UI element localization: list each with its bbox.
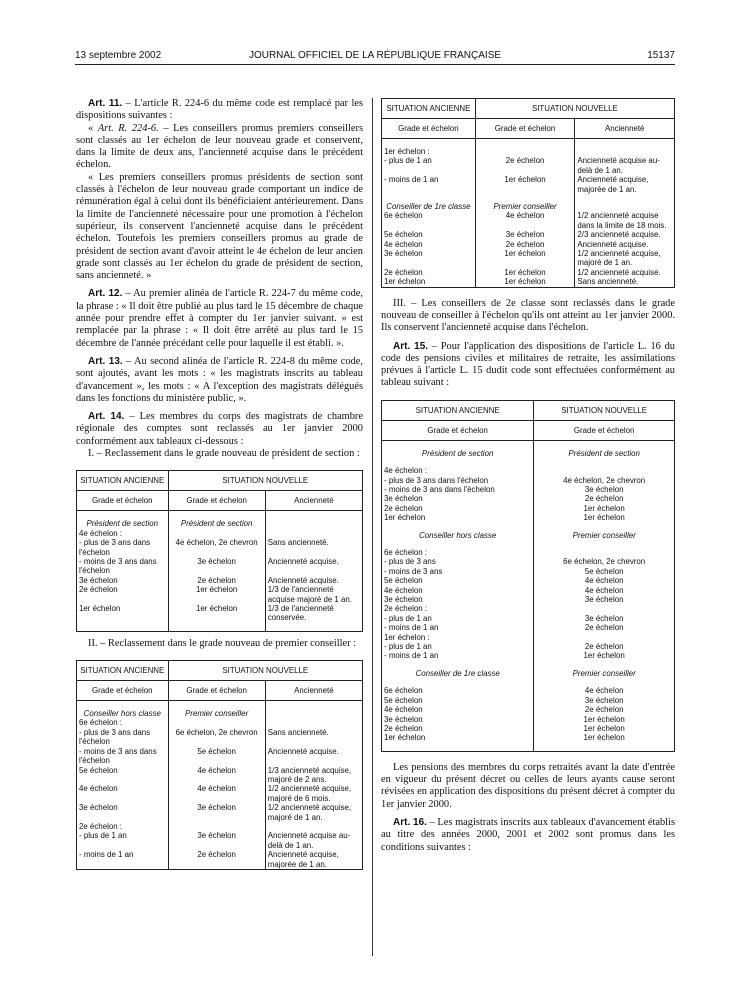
group-label: Premier conseiller: [534, 531, 675, 540]
group-label: Président de section: [382, 449, 534, 458]
table-3-rows-b: [382, 211, 675, 287]
table-cell: 2e échelon: [382, 268, 476, 277]
table-cell: 2e échelon :: [382, 604, 534, 613]
table-row: [77, 822, 363, 831]
group-label: Conseiller de 1re classe: [382, 669, 534, 678]
table-cell: 4e échelon: [534, 586, 675, 595]
table-president-section: SITUATION ANCIENNE SITUATION NOUVELLE Grade et échelon Grade et échelon Ancienneté Président de section Président de section 4e échelon : - plus de 3 ans dans l'échelon 4e échelon, 2e chevron Sans ancienneté. - moins de 3 ans dans l'échelon 3e échelon Ancienneté acquise. 3e échelon 2e échelon Ancienneté acquise. 2e échelon 1er échelon 1/3 de l'ancienneté acquise majoré de 1 an. 1er échelon 1er échelon 1/3 de l'ancienneté conservée.: [76, 470, 363, 631]
table-cell: 1er échelon: [382, 733, 534, 742]
table-cell: 4e échelon: [534, 576, 675, 585]
table-cell: 1er échelon: [534, 651, 675, 660]
table-row: [382, 175, 675, 194]
right-column: [381, 98, 675, 854]
table-cell: 3e échelon: [382, 494, 534, 503]
table-cell: 4e échelon: [534, 686, 675, 695]
table-row: [382, 715, 675, 724]
table-row: [382, 724, 675, 733]
table-cell: 5e échelon: [382, 230, 476, 239]
table-cell: 3e échelon: [168, 557, 265, 576]
table-row: [382, 633, 675, 642]
table-cell: - moins de 1 an: [382, 623, 534, 632]
table-row: [77, 557, 363, 576]
table-row: [77, 831, 363, 850]
table-cell: Ancienneté acquise.: [575, 240, 675, 249]
group-label: Premier conseiller: [534, 669, 675, 678]
table-row: [382, 513, 675, 522]
header-rule: [75, 64, 675, 65]
table-row: [77, 747, 363, 766]
table-row: [382, 576, 675, 585]
table-cell: [534, 548, 675, 557]
table-cell: 4e échelon: [382, 240, 476, 249]
article-16: Art. 16. – Les magistrats inscrits aux tableaux d'avancement établis au titre des années 2000, 2001 et 2002 sont promus dans les conditions suivantes :: [381, 816, 675, 853]
table-row: [77, 718, 363, 727]
table-cell: 1er échelon: [168, 585, 265, 604]
table-cell: 1/3 ancienneté acquise, majoré de 2 ans.: [265, 766, 362, 785]
table-cell: 1er échelon: [475, 175, 575, 194]
table-row: [382, 696, 675, 705]
pensions-paragraph: Les pensions des membres du corps retraités avant la date d'entrée en vigueur du présent décret ou celles de leurs ayants cause seront révisées en application des dispositions du présent décret à compter du 1er janvier 2000.: [381, 761, 675, 810]
table-cell: 2e échelon: [534, 623, 675, 632]
table-cell: 5e échelon: [168, 747, 265, 766]
table-cell: 6e échelon: [382, 211, 476, 230]
table-cell: 4e échelon, 2e chevron: [168, 538, 265, 557]
article-11: Art. 11. – L'article R. 224-6 du même code est remplacé par les dispositions suivantes :: [76, 98, 363, 122]
table-cell: 1er échelon: [534, 504, 675, 513]
table-cell: Ancienneté acquise.: [265, 747, 362, 766]
header-title: JOURNAL OFFICIEL DE LA RÉPUBLIQUE FRANÇAISE: [248, 50, 502, 61]
table-row: [382, 595, 675, 604]
table-row: [382, 548, 675, 557]
table-cell: 6e échelon, 2e chevron: [168, 728, 265, 747]
table-cell: Ancienneté acquise, majorée de 1 an.: [265, 850, 362, 869]
table-group-heading: [382, 449, 675, 458]
table-cell: 3e échelon: [534, 614, 675, 623]
table-cell: [534, 466, 675, 475]
table-row: [382, 604, 675, 613]
table-row: [382, 240, 675, 249]
table-cell: - moins de 3 ans: [382, 567, 534, 576]
table-cell: 2e échelon: [534, 494, 675, 503]
table-cell: 4e échelon: [382, 586, 534, 595]
table-cell: 1/2 ancienneté acquise, majoré de 1 an.: [265, 803, 362, 822]
table-cell: 2e échelon: [168, 850, 265, 869]
table-cell: 4e échelon: [168, 766, 265, 785]
table-row: [382, 277, 675, 287]
table-cell: 3e échelon: [382, 595, 534, 604]
table-cell: 4e échelon: [77, 784, 169, 803]
table-cell: - plus de 1 an: [77, 831, 169, 850]
table-cell: 1er échelon: [382, 277, 476, 287]
table-row: [382, 705, 675, 714]
table-row: [77, 766, 363, 785]
table-4-rows: [382, 440, 675, 751]
table-cell: [168, 718, 265, 727]
table-cell: 4e échelon: [382, 705, 534, 714]
table-cell: 2e échelon: [534, 642, 675, 651]
table-cell: 1/2 ancienneté acquise, majoré de 6 mois.: [265, 784, 362, 803]
table-row: [382, 156, 675, 175]
table-cell: Sans ancienneté.: [575, 277, 675, 287]
table-row: [382, 466, 675, 475]
table-row: [382, 249, 675, 268]
section-1-heading: I. – Reclassement dans le grade nouveau de président de section :: [88, 448, 360, 460]
article-14: Art. 14. – Les membres du corps des magistrats de chambre régionale des comptes sont reclassés au 1er janvier 2000 conformément aux tableaux ci-dessous :: [76, 411, 363, 447]
table-row: [382, 586, 675, 595]
table-cell: Ancienneté acquise au-delà de 1 an.: [575, 156, 675, 175]
table-cell: [265, 529, 362, 538]
group-label: Président de section: [534, 449, 675, 458]
table-cell: 4e échelon :: [382, 466, 534, 475]
header-page-number: 15137: [647, 50, 675, 61]
table-row: [77, 604, 363, 623]
article-r224-6-p1: « Art. R. 224-6. – Les conseillers promus premiers conseillers sont classés au 1er échelon de leur nouveau grade et conservent, dans la limite de deux ans, l'ancienneté acquise dans le précédent échelon.: [76, 122, 363, 171]
article-r224-6-p2: « Les premiers conseillers promus présidents de section sont classés à l'échelon de leur nouveau grade comportant un indice de rémunération égal à celui dont ils bénéficiaient antérieurement. Dans la limite de l'ancienneté nécessaire pour une promotion à l'échelon supérieur, ils conservent l'ancienneté acquise dans le précédent échelon. Toutefois les premiers conseillers promus au grade de président de section avant d'avoir atteint le 4e échelon de leur ancien grade sont classés au 1er échelon du grade de président de section, sans ancienneté. »: [76, 171, 363, 282]
header-date: 13 septembre 2002: [75, 50, 162, 61]
table-cell: 3e échelon: [77, 576, 169, 585]
table-cell: 1er échelon: [534, 715, 675, 724]
table-cell: 3e échelon: [534, 696, 675, 705]
table-cell: [534, 633, 675, 642]
table-cell: 2e échelon: [382, 724, 534, 733]
table-cell: [168, 822, 265, 831]
table-row: [77, 576, 363, 585]
table-cell: [265, 822, 362, 831]
table-cell: - moins de 3 ans dans l'échelon: [77, 747, 169, 766]
article-13: Art. 13. – Au second alinéa de l'article R. 224-8 du même code, sont ajoutés, avant les mots : « les magistrats inscrits au tableau d'avancement », les mots : « A l'exception des magistrats délégués dans les fonctions du ministère public, ».: [76, 355, 364, 404]
table-cell: 3e échelon: [534, 485, 675, 494]
table-cell: [534, 604, 675, 613]
table-pension-assimilation: SITUATION ANCIENNE SITUATION NOUVELLE Grade et échelon Grade et échelon Président de section Président de section 4e échelon : - plus de 3 ans dans l'échelon 4e échelon, 2e chevron - moins de 3 ans dans l'échelon 3e échelon 3e échelon 2e échelon 2e échelon 1er échelon 1er échelon 1er échelon Conseiller hors classe Premier conseiller 6e échelon : - plus de 3 ans 6e échelon, 2e chevron - moins de 3 ans 5e échelon 5e échelon 4e échelon 4e échelon 4e échelon 3e échelon 3e échelon 2e échelon : - plus de 1 an 3e échelon - moins de 1 an 2e échelon 1er échelon : - plus de 1 an 2e échelon - moins de 1 an 1er échelon Conseiller de 1re classe Premier conseiller 6e échelon 4e échelon 5e échelon 3e échelon 4e échelon 2e échelon 3e échelon 1er échelon 2e échelon 1er échelon 1er échelon 1er échelon: [381, 400, 675, 752]
table-cell: - plus de 3 ans dans l'échelon: [382, 476, 534, 485]
table-cell: - moins de 3 ans dans l'échelon: [382, 485, 534, 494]
table-row: [382, 567, 675, 576]
table-cell: 3e échelon: [382, 249, 476, 268]
table-cell: 2e échelon: [168, 576, 265, 585]
table-cell: 6e échelon :: [77, 718, 169, 727]
table-cell: 5e échelon: [534, 567, 675, 576]
table-row: [77, 784, 363, 803]
table-cell: 1er échelon: [534, 733, 675, 742]
table-row: [382, 623, 675, 632]
table-cell: [168, 529, 265, 538]
table-cell: [575, 147, 675, 156]
table-cell: - moins de 1 an: [77, 850, 169, 869]
left-column: [76, 98, 363, 870]
table-cell: 2e échelon: [534, 705, 675, 714]
table-3-rows: [382, 147, 675, 194]
table-row: [382, 686, 675, 695]
table-cell: 5e échelon: [382, 696, 534, 705]
table-cell: 2e échelon: [77, 585, 169, 604]
table-cell: - moins de 1 an: [382, 651, 534, 660]
table-cell: 1er échelon: [168, 604, 265, 623]
table-row: [382, 268, 675, 277]
table-row: [382, 651, 675, 660]
table-row: [77, 728, 363, 747]
table-cell: 6e échelon, 2e chevron: [534, 557, 675, 566]
table-cell: 1er échelon: [77, 604, 169, 623]
table-cell: 1er échelon :: [382, 633, 534, 642]
table-cell: 2e échelon: [382, 504, 534, 513]
table-2-rows: [77, 718, 363, 869]
table-cell: 1er échelon :: [382, 147, 476, 156]
table-cell: 1er échelon: [475, 268, 575, 277]
table-row: [77, 529, 363, 538]
table-cell: 1er échelon: [382, 513, 534, 522]
table-cell: Sans ancienneté.: [265, 728, 362, 747]
table-premier-conseiller-1: SITUATION ANCIENNE SITUATION NOUVELLE Grade et échelon Grade et échelon Ancienneté Conseiller hors classe Premier conseiller 6e échelon : - plus de 3 ans dans l'échelon 6e échelon, 2e chevron Sans ancienneté. - moins de 3 ans dans l'échelon 5e échelon Ancienneté acquise. 5e échelon 4e échelon 1/3 ancienneté acquise, majoré de 2 ans. 4e échelon 4e échelon 1/2 ancienneté acquise, majoré de 6 mois. 3e échelon 3e échelon 1/2 ancienneté acquise, majoré de 1 an. 2e échelon : - plus de 1 an 3e échelon Ancienneté acquise au-delà de 1 an. - moins de 1 an 2e échelon Ancienneté acquise, majorée de 1 an.: [76, 660, 363, 870]
table-cell: 1/3 de l'ancienneté conservée.: [265, 604, 362, 623]
table-cell: 1er échelon: [475, 249, 575, 268]
article-12: Art. 12. – Au premier alinéa de l'article R. 224-7 du même code, la phrase : « Il doit être publié au plus tard le 15 décembre de chaque année pour prendre effet à compter du 1er janvier suivant. » est remplacée par la phrase : « Il doit être arrêté au plus tard le 15 décembre de l'année précédant celle pour laquelle il est établi. ».: [76, 288, 363, 349]
table-cell: - moins de 3 ans dans l'échelon: [77, 557, 169, 576]
table-cell: - plus de 1 an: [382, 156, 476, 175]
table-row: [77, 803, 363, 822]
table-cell: 4e échelon, 2e chevron: [534, 476, 675, 485]
table-cell: 3e échelon: [382, 715, 534, 724]
table-cell: 1/2 ancienneté acquise.: [575, 268, 675, 277]
table-row: [382, 485, 675, 494]
table-row: [382, 642, 675, 651]
table-row: [77, 585, 363, 604]
table-cell: - plus de 3 ans dans l'échelon: [77, 728, 169, 747]
table-row: [382, 230, 675, 239]
table-cell: 6e échelon: [382, 686, 534, 695]
column-divider: [372, 98, 373, 956]
table-cell: 4e échelon: [475, 211, 575, 230]
table-cell: - plus de 1 an: [382, 614, 534, 623]
table-1-rows: [77, 529, 363, 623]
table-group-heading: [382, 669, 675, 678]
table-cell: 1/3 de l'ancienneté acquise majoré de 1 an.: [265, 585, 362, 604]
table-cell: 2e échelon: [475, 156, 575, 175]
table-row: [382, 476, 675, 485]
table-cell: 1er échelon: [534, 724, 675, 733]
table-cell: - moins de 1 an: [382, 175, 476, 194]
section-2-heading: II. – Reclassement dans le grade nouveau de premier conseiller :: [88, 637, 357, 649]
table-cell: 2/3 ancienneté acquise.: [575, 230, 675, 239]
table-cell: 3e échelon: [475, 230, 575, 239]
table-row: [382, 494, 675, 503]
table-cell: 3e échelon: [168, 831, 265, 850]
table-cell: 1/2 ancienneté acquise, majoré de 1 an.: [575, 249, 675, 268]
table-cell: 1er échelon: [534, 513, 675, 522]
table-cell: - plus de 3 ans dans l'échelon: [77, 538, 169, 557]
table-cell: 4e échelon: [168, 784, 265, 803]
table-row: [77, 538, 363, 557]
table-cell: 4e échelon :: [77, 529, 169, 538]
table-row: [77, 850, 363, 869]
table-group-heading: [382, 531, 675, 540]
table-row: [382, 733, 675, 742]
table-cell: 3e échelon: [534, 595, 675, 604]
table-cell: 5e échelon: [77, 766, 169, 785]
group-label: Conseiller hors classe: [382, 531, 534, 540]
table-cell: 2e échelon :: [77, 822, 169, 831]
table-row: [382, 557, 675, 566]
table-row: [382, 147, 675, 156]
article-15: Art. 15. – Pour l'application des dispositions de l'article L. 16 du code des pensions civiles et militaires de retraite, les assimilations prévues à l'article L. 15 dudit code sont effectuées conformément au tableau suivant :: [381, 340, 676, 389]
table-cell: 6e échelon :: [382, 548, 534, 557]
table-row: [382, 504, 675, 513]
table-cell: 2e échelon: [475, 240, 575, 249]
table-cell: 3e échelon: [168, 803, 265, 822]
table-cell: 3e échelon: [77, 803, 169, 822]
table-row: [382, 614, 675, 623]
table-cell: 5e échelon: [382, 576, 534, 585]
table-cell: Ancienneté acquise.: [265, 557, 362, 576]
table-cell: 1/2 ancienneté acquise dans la limite de 18 mois.: [575, 211, 675, 230]
table-premier-conseiller-2: SITUATION ANCIENNE SITUATION NOUVELLE Grade et échelon Grade et échelon Ancienneté 1er échelon : - plus de 1 an 2e échelon Ancienneté acquise au-delà de 1 an. - moins de 1 an 1er échelon Ancienneté acquise, majorée de 1 an. Conseiller de 1re classe Premier conseiller 6e échelon 4e échelon 1/2 ancienneté acquise dans la limite de 18 mois. 5e échelon 3e échelon 2/3 ancienneté acquise. 4e échelon 2e échelon Ancienneté acquise. 3e échelon 1er échelon 1/2 ancienneté acquise, majoré de 1 an. 2e échelon 1er échelon 1/2 ancienneté acquise. 1er échelon 1er échelon Sans ancienneté.: [381, 98, 675, 288]
table-cell: Ancienneté acquise.: [265, 576, 362, 585]
table-cell: - plus de 3 ans: [382, 557, 534, 566]
table-cell: Ancienneté acquise au-delà de 1 an.: [265, 831, 362, 850]
section-3-paragraph: III. – Les conseillers de 2e classe sont reclassés dans le grade nouveau de conseiller à l'échelon qu'ils ont atteint au 1er janvier 2000. Ils conservent l'ancienneté acquise dans l'échelon.: [381, 297, 675, 334]
table-cell: Ancienneté acquise, majorée de 1 an.: [575, 175, 675, 194]
table-cell: - plus de 1 an: [382, 642, 534, 651]
table-cell: Sans ancienneté.: [265, 538, 362, 557]
table-cell: [475, 147, 575, 156]
table-row: [382, 211, 675, 230]
table-cell: 1er échelon: [475, 277, 575, 287]
table-cell: [265, 718, 362, 727]
